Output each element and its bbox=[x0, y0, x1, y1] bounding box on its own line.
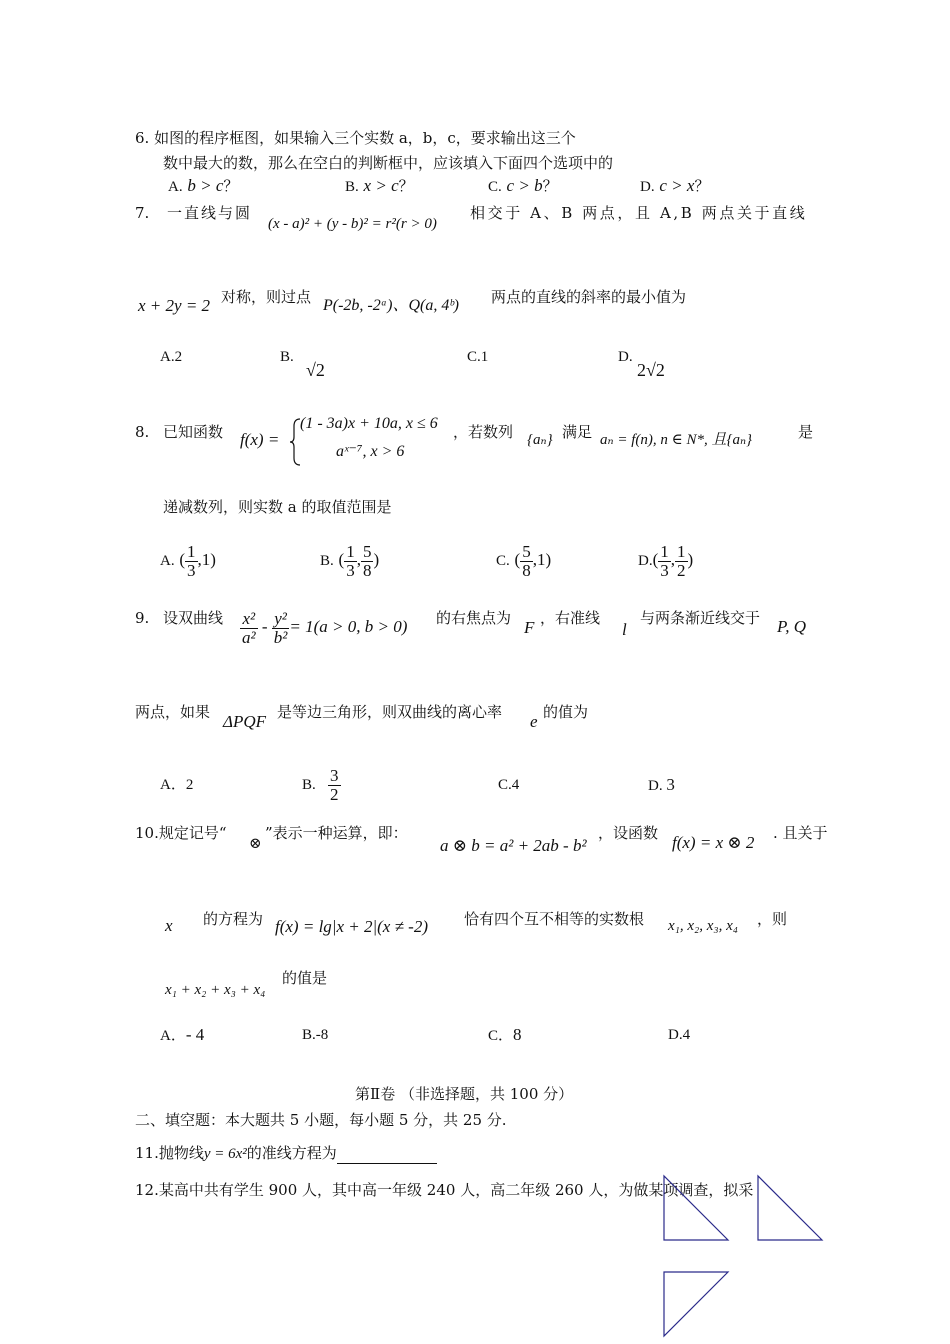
q12-line: 12.某高中共有学生 900 人，其中高一年级 240 人，高二年级 260 人，为做某项调查，拟采 bbox=[135, 1181, 754, 1199]
q10-equation: f(x) = lg|x + 2|(x ≠ -2) bbox=[275, 917, 429, 936]
q8-case-2: aˣ⁻⁷, x > 6 bbox=[336, 443, 405, 460]
q8-condition: aₙ = f(n), n ∈ N*, 且{aₙ} bbox=[600, 432, 753, 448]
q8-option-d: D.( $\frac{1}{3}$ , $\frac{1}{2}$ ) bbox=[638, 541, 694, 580]
q6-option-b: B. x > c？ bbox=[345, 176, 414, 195]
q7-option-d: D. bbox=[618, 349, 633, 365]
q10-option-a: A．- 4 bbox=[160, 1025, 205, 1044]
q8-option-c: C. ( $\frac{5}{8}$ ,1) bbox=[496, 541, 552, 580]
q6-line-2: 数中最大的数，那么在空白的判断框中，应该填入下面四个选项中的 bbox=[163, 154, 614, 172]
q7-option-b: B. bbox=[280, 349, 294, 365]
q9-directrix: l bbox=[622, 620, 627, 639]
q9-option-b-value: $\frac{3}{2}$ bbox=[330, 765, 339, 804]
q7-text-1: 一直线与圆 bbox=[167, 204, 253, 222]
q7-option-b-value: √2 bbox=[306, 360, 325, 380]
q8-sequence: {aₙ} bbox=[527, 432, 553, 448]
q10-text-1: 10.规定记号“ bbox=[135, 824, 227, 842]
q10-text-6: 恰有四个互不相等的实数根 bbox=[464, 910, 645, 928]
q7-text-2: 相交于 A、B 两点，且 A,B 两点关于直线 bbox=[470, 204, 808, 222]
q7-text-3: 对称，则过点 bbox=[221, 288, 312, 306]
q10-sum: x₁ + x₂ + x₃ + x₄ bbox=[165, 982, 266, 998]
q10-option-b: B.-8 bbox=[302, 1027, 329, 1043]
q9-number: 9. bbox=[135, 609, 150, 627]
q10-text-4: . 且关于 bbox=[773, 824, 828, 842]
triangle-shape-2 bbox=[757, 1175, 823, 1241]
q9-line-2-a: 两点，如果 bbox=[135, 703, 211, 721]
q9-text-2: 的右焦点为 bbox=[436, 609, 512, 627]
q9-text-1: 设双曲线 bbox=[163, 609, 224, 627]
q10-text-5: 的方程为 bbox=[203, 910, 264, 928]
q8-option-b: B. ( $\frac{1}{3}$ , $\frac{5}{8}$ ) bbox=[320, 541, 380, 580]
q10-text-2: ”表示一种运算，即： bbox=[265, 824, 408, 842]
triangle-shape-1 bbox=[663, 1175, 729, 1241]
q6-option-c: C. c > b？ bbox=[488, 176, 558, 195]
q8-text-2: ，若数列 bbox=[453, 423, 514, 441]
q9-text-3: ，右准线 bbox=[540, 609, 601, 627]
q9-text-4: 与两条渐近线交于 bbox=[640, 609, 761, 627]
q8-text-3: 满足 bbox=[562, 423, 593, 441]
q8-text-4: 是 bbox=[798, 423, 814, 441]
q7-text-4: 两点的直线的斜率的最小值为 bbox=[491, 288, 687, 306]
q9-line-2-c: 的值为 bbox=[543, 703, 589, 721]
q10-option-c: C．8 bbox=[488, 1025, 522, 1044]
q9-focus: F bbox=[524, 618, 535, 637]
q8-number: 8. bbox=[135, 423, 150, 441]
q7-option-d-value: 2√2 bbox=[637, 360, 665, 380]
triangle-shape-3 bbox=[663, 1271, 729, 1337]
q9-option-a: A．2 bbox=[160, 777, 194, 793]
q8-line-2: 递减数列，则实数 a 的取值范围是 bbox=[163, 498, 392, 516]
q10-text-3: ，设函数 bbox=[598, 824, 659, 842]
q7-option-a: A.2 bbox=[160, 349, 183, 365]
q11-answer-blank bbox=[337, 1149, 437, 1164]
q7-number: 7. bbox=[135, 204, 150, 222]
q7-option-c: C.1 bbox=[467, 349, 489, 365]
q10-text-7: ，则 bbox=[757, 910, 788, 928]
q6-option-a: A. b > c？ bbox=[168, 176, 239, 195]
q10-function: f(x) = x ⊗ 2 bbox=[672, 833, 755, 852]
q9-hyperbola-equation: $\frac{\text{x²}}{\text{a²}}$ - $\frac{\text{y²}}{\text{b²}}$ = 1(a > 0, b > 0) bbox=[242, 608, 408, 647]
q6-line-1: 6. 如图的程序框图，如果输入三个实数 a，b，c，要求输出这三个 bbox=[135, 129, 576, 147]
q9-option-d: D. 3 bbox=[648, 775, 675, 794]
q8-function-name: f(x) = bbox=[240, 430, 280, 449]
q7-points: P(-2b, -2ᵃ)、Q(a, 4ᵇ) bbox=[323, 297, 459, 314]
part2-title: 第Ⅱ卷 （非选择题，共 100 分） bbox=[355, 1085, 574, 1103]
q9-option-b: B. bbox=[302, 777, 316, 793]
q6-option-d: D. c > x？ bbox=[640, 176, 710, 195]
q11-line: 11.抛物线y = 6x²的准线方程为 bbox=[135, 1143, 437, 1164]
q10-definition: a ⊗ b = a² + 2ab - b² bbox=[440, 836, 587, 855]
q8-option-a: A. ( $\frac{1}{3}$ ,1) bbox=[160, 541, 216, 580]
q10-option-d: D.4 bbox=[668, 1027, 691, 1043]
q7-circle-equation: (x - a)² + (y - b)² = r²(r > 0) bbox=[268, 216, 437, 232]
q10-roots: x₁, x₂, x₃, x₄ bbox=[668, 918, 738, 934]
q9-points: P, Q bbox=[777, 617, 806, 636]
q9-line-2-b: 是等边三角形，则双曲线的离心率 bbox=[277, 703, 503, 721]
q10-operator-symbol: ⊗ bbox=[249, 836, 262, 852]
q9-option-c: C.4 bbox=[498, 777, 520, 793]
q10-variable: x bbox=[165, 916, 173, 935]
q8-text-1: 已知函数 bbox=[163, 423, 224, 441]
part2-section-heading: 二、填空题：本大题共 5 小题，每小题 5 分，共 25 分. bbox=[135, 1111, 507, 1129]
q9-triangle: ΔPQF bbox=[223, 712, 267, 731]
q10-text-8: 的值是 bbox=[282, 969, 328, 987]
q9-eccentricity: e bbox=[530, 712, 538, 731]
q8-case-1: (1 - 3a)x + 10a, x ≤ 6 bbox=[300, 415, 438, 432]
q7-line-equation: x + 2y = 2 bbox=[138, 296, 211, 315]
